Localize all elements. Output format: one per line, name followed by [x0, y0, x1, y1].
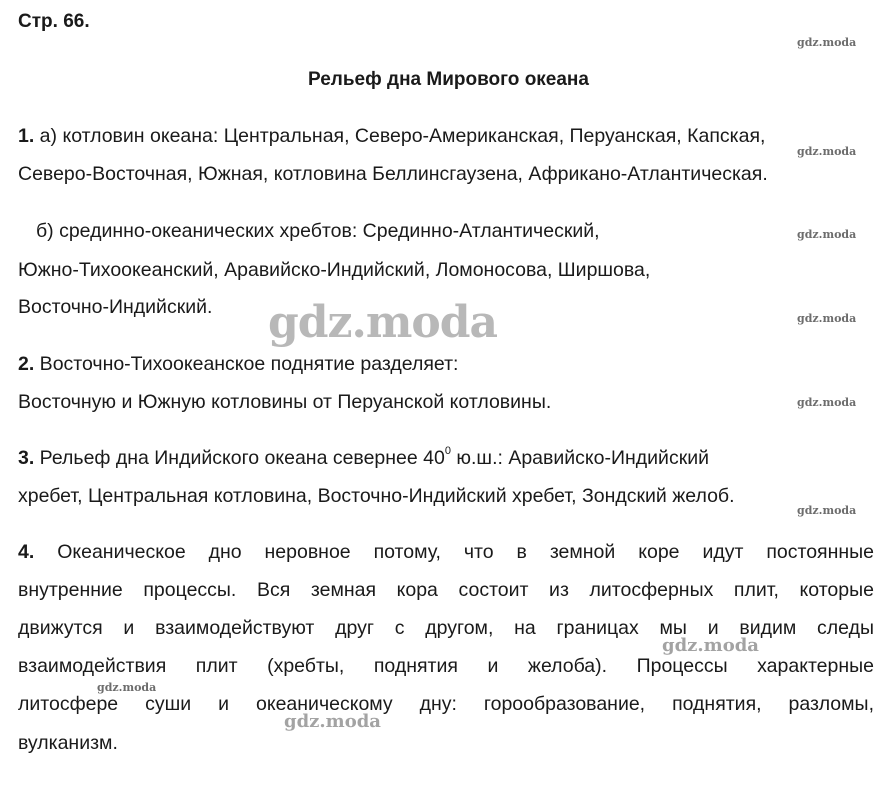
watermark: gdz.moda: [797, 228, 857, 241]
degree-superscript: 0: [444, 445, 451, 457]
answer-text: Рельеф дна Индийского океана севернее 40: [34, 447, 445, 469]
answer-4-line-6: вулканизм.: [18, 732, 118, 754]
answer-4-line-5: литосфере суши и океаническому дну: горообразование, поднятия, разломы,: [18, 693, 874, 715]
watermark: gdz.moda: [797, 36, 857, 49]
answer-4-line-4: взаимодействия плит (хребты, поднятия и желоба). Процессы характерные: [18, 655, 874, 677]
watermark-large: gdz.moda: [268, 297, 498, 348]
answer-text: Восточно-Тихоокеанское поднятие разделяет:: [34, 353, 459, 375]
answer-1-line-2: Северо-Восточная, Южная, котловина Беллинсгаузена, Африкано-Атлантическая.: [18, 163, 768, 185]
answer-text: ю.ш.: Аравийско-Индийский: [450, 447, 710, 469]
answer-4-line-2: внутренние процессы. Вся земная кора состоит из литосферных плит, которые: [18, 579, 874, 601]
answer-3-line-1: [18, 445, 710, 469]
watermark-medium: gdz.moda: [284, 711, 381, 732]
watermark: gdz.moda: [797, 504, 857, 517]
watermark: gdz.moda: [97, 681, 157, 694]
answer-text: Океаническое дно неровное потому, что в земной коре идут постоянные: [34, 541, 874, 563]
watermark: gdz.moda: [797, 396, 857, 409]
watermark-medium: gdz.moda: [662, 635, 759, 656]
answer-4-line-3: движутся и взаимодействуют друг с другом, на границах мы и видим следы: [18, 617, 874, 639]
answer-4-line-1: [18, 543, 874, 563]
answer-number: 1.: [18, 125, 35, 147]
answer-text: а) котловин океана: Центральная, Северо-Американская, Перуанская, Капская,: [34, 125, 766, 147]
answer-1-line-4: Южно-Тихоокеанский, Аравийско-Индийский, Ломоносова, Ширшова,: [18, 259, 651, 281]
answer-number: 2.: [18, 353, 35, 375]
page-number: Стр. 66.: [18, 11, 90, 32]
answer-3-line-2: хребет, Центральная котловина, Восточно-Индийский хребет, Зондский желоб.: [18, 485, 735, 507]
page-title: Рельеф дна Мирового океана: [308, 69, 589, 90]
watermark: gdz.moda: [797, 312, 857, 325]
answer-2-line-2: Восточную и Южную котловины от Перуанской котловины.: [18, 391, 552, 413]
answer-1-line-5: Восточно-Индийский.: [18, 296, 213, 318]
answer-number: 4.: [18, 541, 35, 563]
answer-1-line-3: б) срединно-океанических хребтов: Срединно-Атлантический,: [36, 220, 600, 242]
answer-number: 3.: [18, 447, 35, 469]
watermark: gdz.moda: [797, 145, 857, 158]
answer-2-line-1: [18, 355, 458, 375]
answer-1-line-1: [18, 127, 765, 147]
